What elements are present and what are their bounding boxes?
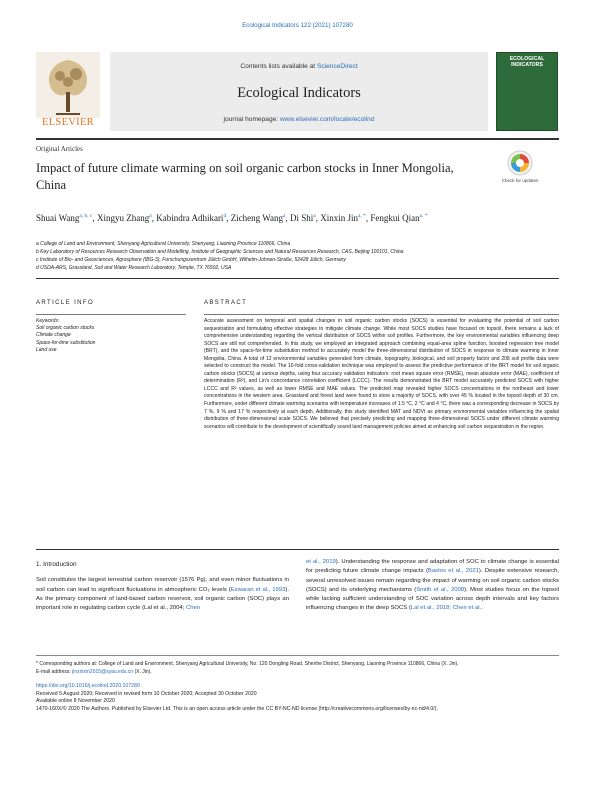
- author-item: Fengkui Qian$^{a, *}$: [370, 213, 428, 223]
- reference-link[interactable]: Chen: [185, 605, 201, 612]
- email-label: E-mail address:: [36, 669, 71, 675]
- cover-title: ECOLOGICAL INDICATORS: [509, 56, 545, 68]
- publication-info: [36, 683, 559, 713]
- affiliation-item: c Institute of Bio- and Geosciences, Agrosphere (IBG-3), Forschungszentrum Jülich GmbH, Wilhelm-Johnen-Straße, 52428 Jülich, Germany: [36, 257, 346, 263]
- homepage-prefix: journal homepage:: [223, 116, 279, 123]
- author-list: [36, 210, 506, 225]
- contents-line: [110, 63, 488, 70]
- journal-title: Ecological Indicators: [237, 85, 361, 101]
- paragraph-text: ). As the primary component of land-based carbon reservoir, soil organic carbon (SOC) plays an important role in regulating carbon cycle (Lal et al., 2004;: [36, 586, 289, 612]
- author-item: Shuai Wang$^{a, b, c}$,: [36, 213, 97, 223]
- doi-link[interactable]: https://doi.org/10.1016/j.ecolind.2020.107280: [36, 683, 140, 689]
- elsevier-tree-logo: [36, 52, 100, 118]
- journal-citation[interactable]: Ecological Indicators 122 (2021) 107280: [242, 22, 353, 29]
- homepage-line: [110, 116, 488, 123]
- article-type: Original Articles: [36, 145, 83, 153]
- available-online: Available online 8 November 2020: [36, 698, 115, 705]
- author-item: Zicheng Wang$^a$,: [230, 213, 290, 223]
- email-suffix: (X. Jin).: [134, 669, 152, 675]
- abstract-text: Accurate assessment on temporal and spatial changes in soil organic carbon stocks (SOCS) is essential for evaluating the potential of soil carbon sequestration and formulating effective strategies to mitigate climate change. While most SOCS studies have focused on topsoil, there remains a lack of comprehensive understanding regarding the vertical distribution of SOCS within soil profiles. Furthermore, the key environmental variables influencing deep SOCS are still not comprehended. In this study, we employed an integrated approach combining equal-area spline function, boosted regression tree model (BRT), and the space-for-time substitution method to accurately model the three-dimensional distribution of SOCS in response to climate warming in Inner Mongolia, China. A total of 12 environmental variables generated from climate, topography, biological, and soil property factor and 208 soil profile data were selected to construct the model. The 10-fold cross-validation technique was employed to assess the predictive performance of the BRT model for soil organic carbon stocks (SOCS) at various depths, using four accuracy validation indicators: root mean square error (RMSE), mean absolute error (MAE), coefficient of determination (R²), and Lin's concordance correlation coefficient (LCCC). The results demonstrated the BRT model accurately predicted SOCS with higher LCCC and R² values, as well as lower RMSE and MAE values. The predicted map revealed higher SOCS concentrations in the northeast and lower concentrations in the western area. Grassland and forest land were found to store a majority of SOCS, with over 45 % located in the topsoil depth of 30 cm. Furthermore, under different climate warming scenarios with temperature increases of 1.5 °C, 2 °C and 4 °C, there was a corresponding decrease in SOCS by 7 %, 9 % and 17 % respectively at each depth. Additionally, this study identified MAT and NDVI as primary environmental variables influencing the spatial distribution of three-dimensional scale SOCS. We believed that precisely predicting and mapping three-dimensional SOCS under different climate warming scenarios will contribute to the development of scientifically sound land management policies aimed at enhancing soil carbon sequestration in the region.: [204, 318, 559, 430]
- paragraph-text: ). Despite extensive research, several unresolved issues remain regarding the impact of warming on soil organic carbon stocks (SOCS) and its underlying mechanisms (: [306, 568, 560, 593]
- article-info-heading: ARTICLE INFO: [36, 300, 95, 306]
- reference-link[interactable]: Eswaran et al., 1993: [230, 586, 286, 593]
- author-item: Xingyu Zhang$^a$,: [97, 213, 157, 223]
- contents-prefix: Contents lists available at: [240, 63, 316, 70]
- article-title: Impact of future climate warming on soil organic carbon stocks in Inner Mongolia, China: [36, 161, 454, 192]
- body-column-left: [36, 560, 289, 613]
- affiliation-item: d USDA-ARS, Grassland, Soil and Water Research Laboratory, Temple, TX 76502, USA: [36, 265, 232, 271]
- header-divider: [36, 138, 559, 140]
- keyword-item: Space-for-time substitution: [36, 339, 96, 346]
- body-column-right: [306, 558, 559, 614]
- affiliation-item: b Key Laboratory of Resources Research Observation and Modelling, Institute of Geographic Sciences and Natural Resources Research, CAS, Beijing 100101, China: [36, 249, 404, 255]
- reference-link[interactable]: Smith et al., 2008: [416, 586, 465, 593]
- author-item: Kabindra Adhikari$^d$,: [156, 213, 231, 223]
- abstract-rule: [204, 314, 559, 315]
- affiliations: [36, 240, 559, 272]
- section-heading: 1. Introduction: [36, 561, 77, 568]
- keyword-item: Climate change: [36, 332, 71, 339]
- received-dates: Received 5 August 2020; Received in revised form 10 October 2020; Accepted 30 October 2020: [36, 690, 257, 697]
- footnote-divider: [36, 655, 559, 656]
- license-text: 1470-160X/© 2020 The Authors. Published by Elsevier Ltd. This is an open access article under the CC BY-NC-ND license (http://creativecommons.org/licenses/by-nc-nd/4.0/).: [36, 705, 438, 712]
- crossmark-icon[interactable]: [507, 150, 533, 176]
- reference-link[interactable]: et al., 2019: [306, 559, 336, 565]
- abstract-divider: [36, 549, 559, 550]
- paragraph-text: ). Most studies focus on the topsoil while lacking sufficient understanding of SOC variation across depth intervals and key factors influencing changes in the deep SOCS (: [306, 586, 560, 612]
- paragraph-text: Soil constitutes the largest terrestrial carbon reservoir (1576 Pg), and even minor fluctuations in soil carbon can lead to significant fluctuations in atmospheric CO₂ levels (: [36, 577, 289, 593]
- paragraph-text: ). Understanding the response and adaptation of SOC to climate change is essential for predicting future climate change impacts (: [306, 559, 559, 575]
- reference-link[interactable]: Lal et al., 2018; Chen et al.,: [410, 605, 483, 612]
- keywords-label: Keywords:: [36, 318, 60, 324]
- author-item: Xinxin Jin$^{a, *}$,: [320, 213, 371, 223]
- email-link[interactable]: jinxinxin2015@syau.edu.cn: [72, 669, 134, 675]
- crossmark-label[interactable]: Check for updates: [501, 178, 539, 183]
- email-line: [36, 668, 559, 676]
- keyword-item: Soil organic carbon stocks: [36, 325, 95, 332]
- sciencedirect-link[interactable]: ScienceDirect: [316, 63, 358, 70]
- reference-link[interactable]: Bastos et al., 2021: [427, 568, 479, 575]
- publisher-name: ELSEVIER: [42, 117, 94, 128]
- keyword-item: Land use: [36, 346, 57, 353]
- author-item: Di Shi$^a$,: [289, 213, 321, 223]
- corresponding-author-note: * Corresponding authors at: College of Land and Environment, Shenyang Agricultural University, No. 120 Dongling Road, Shenhe District, Shenyang, Liaoning Province 110866, China (X. Jin).: [36, 661, 459, 667]
- affiliation-item: a College of Land and Environment, Shenyang Agricultural University, Shenyang, Liaoning Province 110866, China: [36, 241, 291, 247]
- article-info-rule: [36, 314, 186, 315]
- abstract-heading: ABSTRACT: [204, 300, 248, 306]
- keywords-block: [36, 318, 186, 354]
- title-divider: [36, 278, 559, 279]
- homepage-link[interactable]: www.elsevier.com/locate/ecolind: [279, 116, 375, 123]
- footnote-block: [36, 660, 559, 676]
